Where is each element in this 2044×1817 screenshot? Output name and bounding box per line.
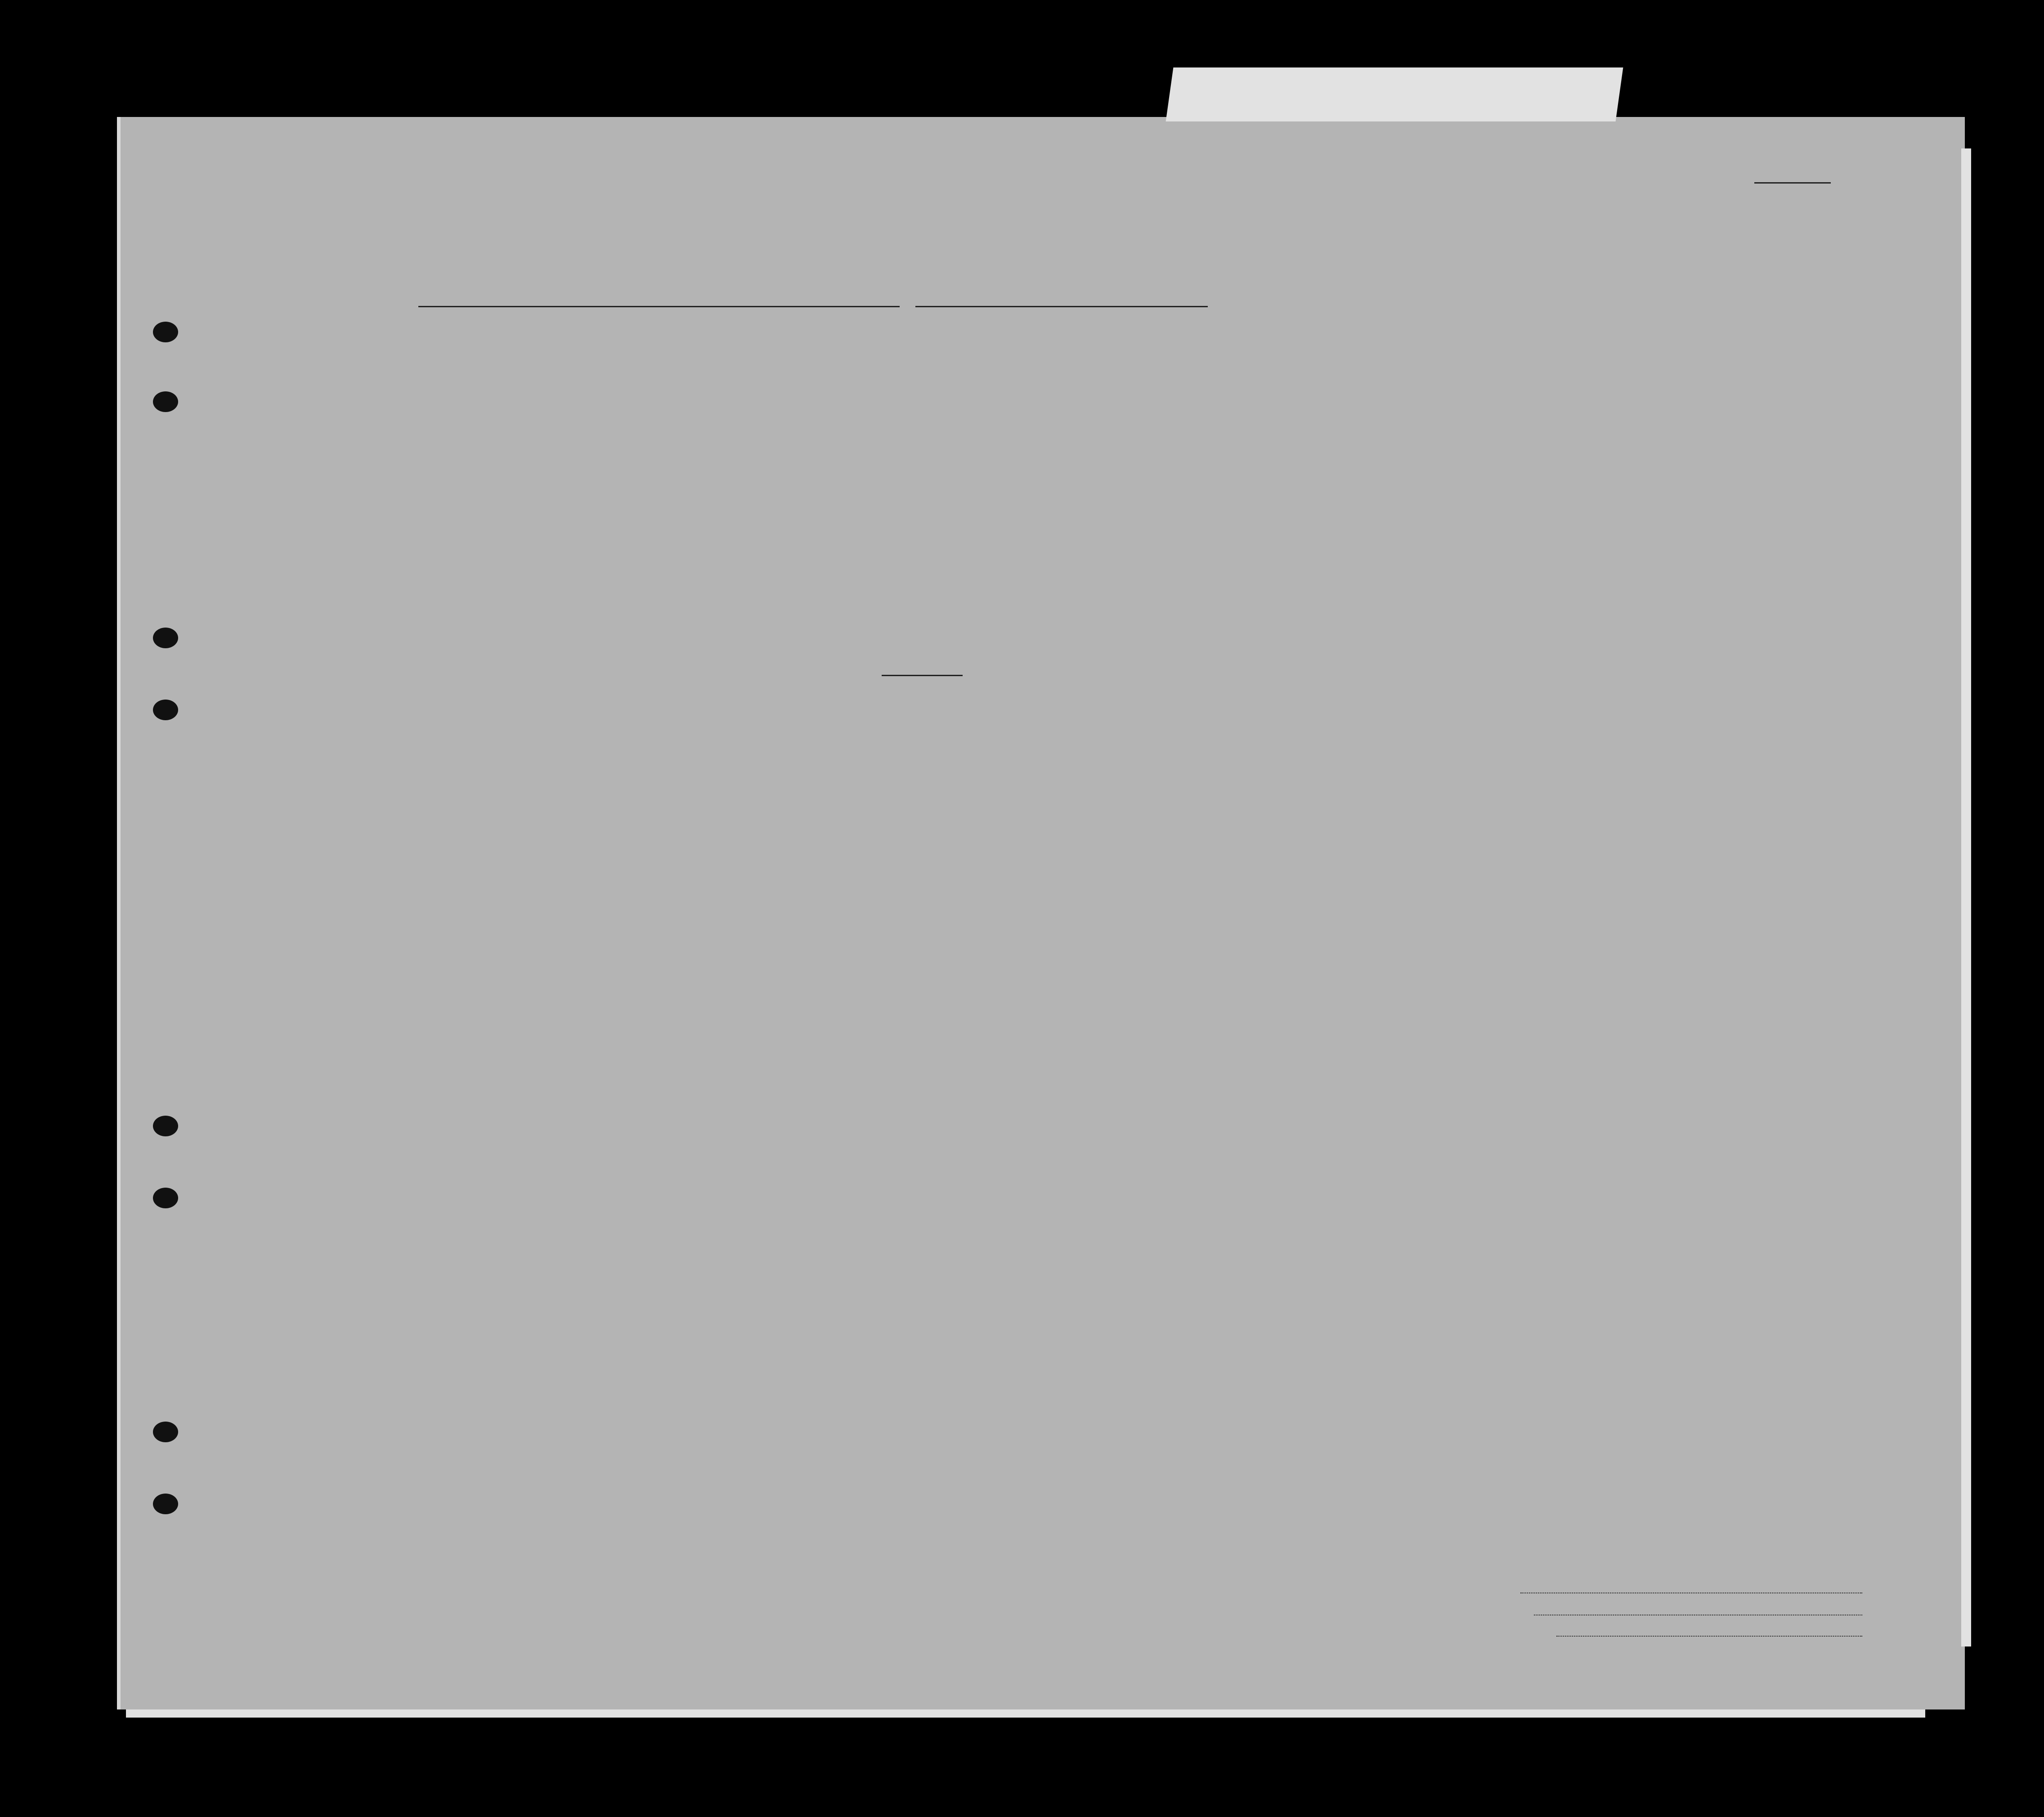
agents-field: [1556, 1636, 1862, 1637]
closed-underline: [882, 675, 963, 676]
